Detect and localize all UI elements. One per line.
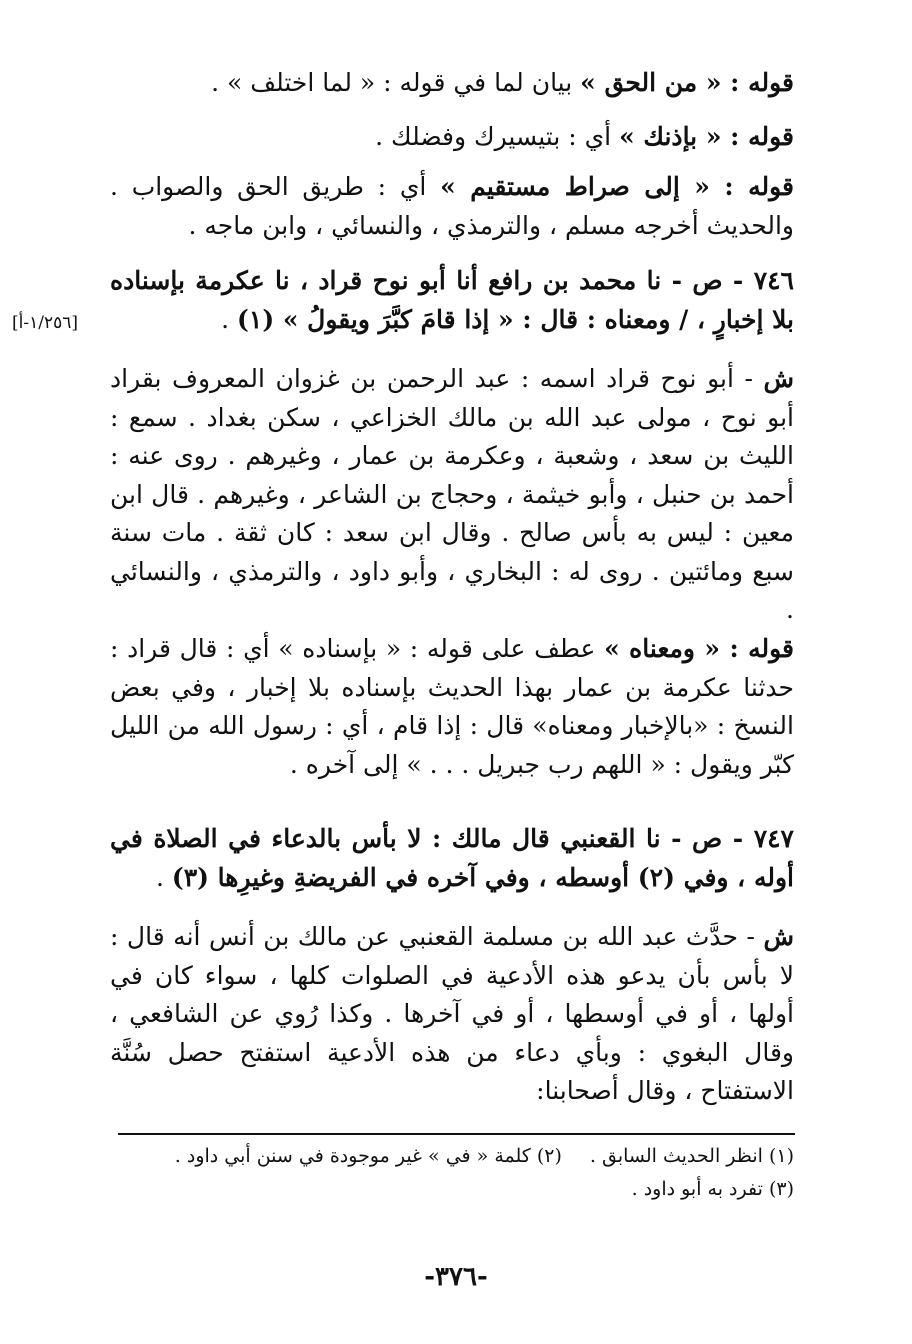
footnote-1: (١) انظر الحديث السابق . [589, 1145, 794, 1167]
paragraph-text: . [221, 304, 238, 334]
page-number: -٣٧٦- [424, 1262, 488, 1292]
footnote-3: (٣) تفرد به أبو داود . [631, 1178, 794, 1200]
paragraph-1 [110, 64, 794, 103]
commentary-747 [110, 918, 794, 1111]
paragraph-text: أي : طريق الحق والصواب . والحديث أخرجه مسلم ، والترمذي ، والنسائي ، وابن ماجه . [110, 172, 794, 240]
footnote-row [110, 1140, 794, 1173]
paragraph-text: - أبو نوح قراد اسمه : عبد الرحمن بن غزوان المعروف بقراد أبو نوح ، مولى عبد الله بن مالك الخزاعي ، سكن بغداد . سمع : الليث بن سعد ، وشعبة ، وعكرمة بن عمار ، وغيرهم . روى عنه : أحمد بن حنبل ، وأبو خيثمة ، وحجاج بن الشاعر ، وغيرهم . قال ابن معين : ليس به بأس صالح . وقال ابن سعد : كان ثقة . مات سنة سبع ومائتين . روى له : البخاري ، وأبو داود ، والترمذي ، والنسائي . [110, 364, 794, 624]
paragraph-2 [110, 118, 794, 157]
paragraph-6 [110, 630, 794, 784]
paragraph-text: أي : بتيسيرك وفضلك . [375, 122, 620, 151]
footnote-2: (٢) كلمة « في » غير موجودة في سنن أبي داود . [174, 1145, 562, 1167]
paragraph-lead: قوله : « إلى صراط مستقيم » [440, 172, 794, 201]
commentary-marker: ش [763, 922, 794, 951]
paragraph-text: - حدَّث عبد الله بن مسلمة القعنبي عن مالك بن أنس أنه قال : لا بأس بأن يدعو هذه الأدعية في الصلوات كلها ، سواء كان في أولها ، أو في أوسطها ، أو في آخرها . وكذا رُوي عن الشافعي ، وقال البغوي : وبأي دعاء من هذه الأدعية استفتح حصل سُنَّة الاستفتاح ، وقال أصحابنا: [110, 922, 794, 1105]
paragraph-lead: قوله : « ومعناه » [604, 634, 794, 663]
hadith-text: ٧٤٦ - ص - نا محمد بن رافع أنا أبو نوح قراد ، نا عكرمة بإسناده بلا إخبارٍ ، / ومعناه : قال : « إذا قامَ كبَّرَ ويقولُ » (١) [110, 266, 794, 334]
manuscript-folio-note: [١/٢٥٦-أ] [12, 313, 79, 333]
paragraph-text: . [155, 862, 172, 892]
footnote-divider [118, 1133, 795, 1135]
hadith-text: ٧٤٧ - ص - نا القعنبي قال مالك : لا بأس بالدعاء في الصلاة في أوله ، وفي (٢) أوسطه ، وفي آخره في الفريضةِ وغيرِها (٣) [110, 824, 794, 892]
paragraph-text: بيان لما في قوله : « لما اختلف » . [211, 68, 581, 97]
commentary-746 [110, 360, 794, 630]
hadith-746 [110, 262, 794, 339]
paragraph-lead: قوله : « من الحق » [580, 68, 794, 97]
footnotes [110, 1140, 794, 1206]
paragraph-lead: قوله : « بإذنك » [619, 122, 794, 151]
paragraph-3 [110, 168, 794, 245]
paragraph-text: عطف على قوله : « بإسناده » أي : قال قراد : حدثنا عكرمة بن عمار بهذا الحديث بإسناده بلا إخبار ، وفي بعض النسخ : «بالإخبار ومعناه» قال : إذا قام ، أي : رسول الله من الليل كبّر ويقول : « اللهم رب جبريل . . . » إلى آخره . [110, 634, 794, 779]
commentary-marker: ش [763, 364, 794, 393]
hadith-747 [110, 820, 794, 897]
